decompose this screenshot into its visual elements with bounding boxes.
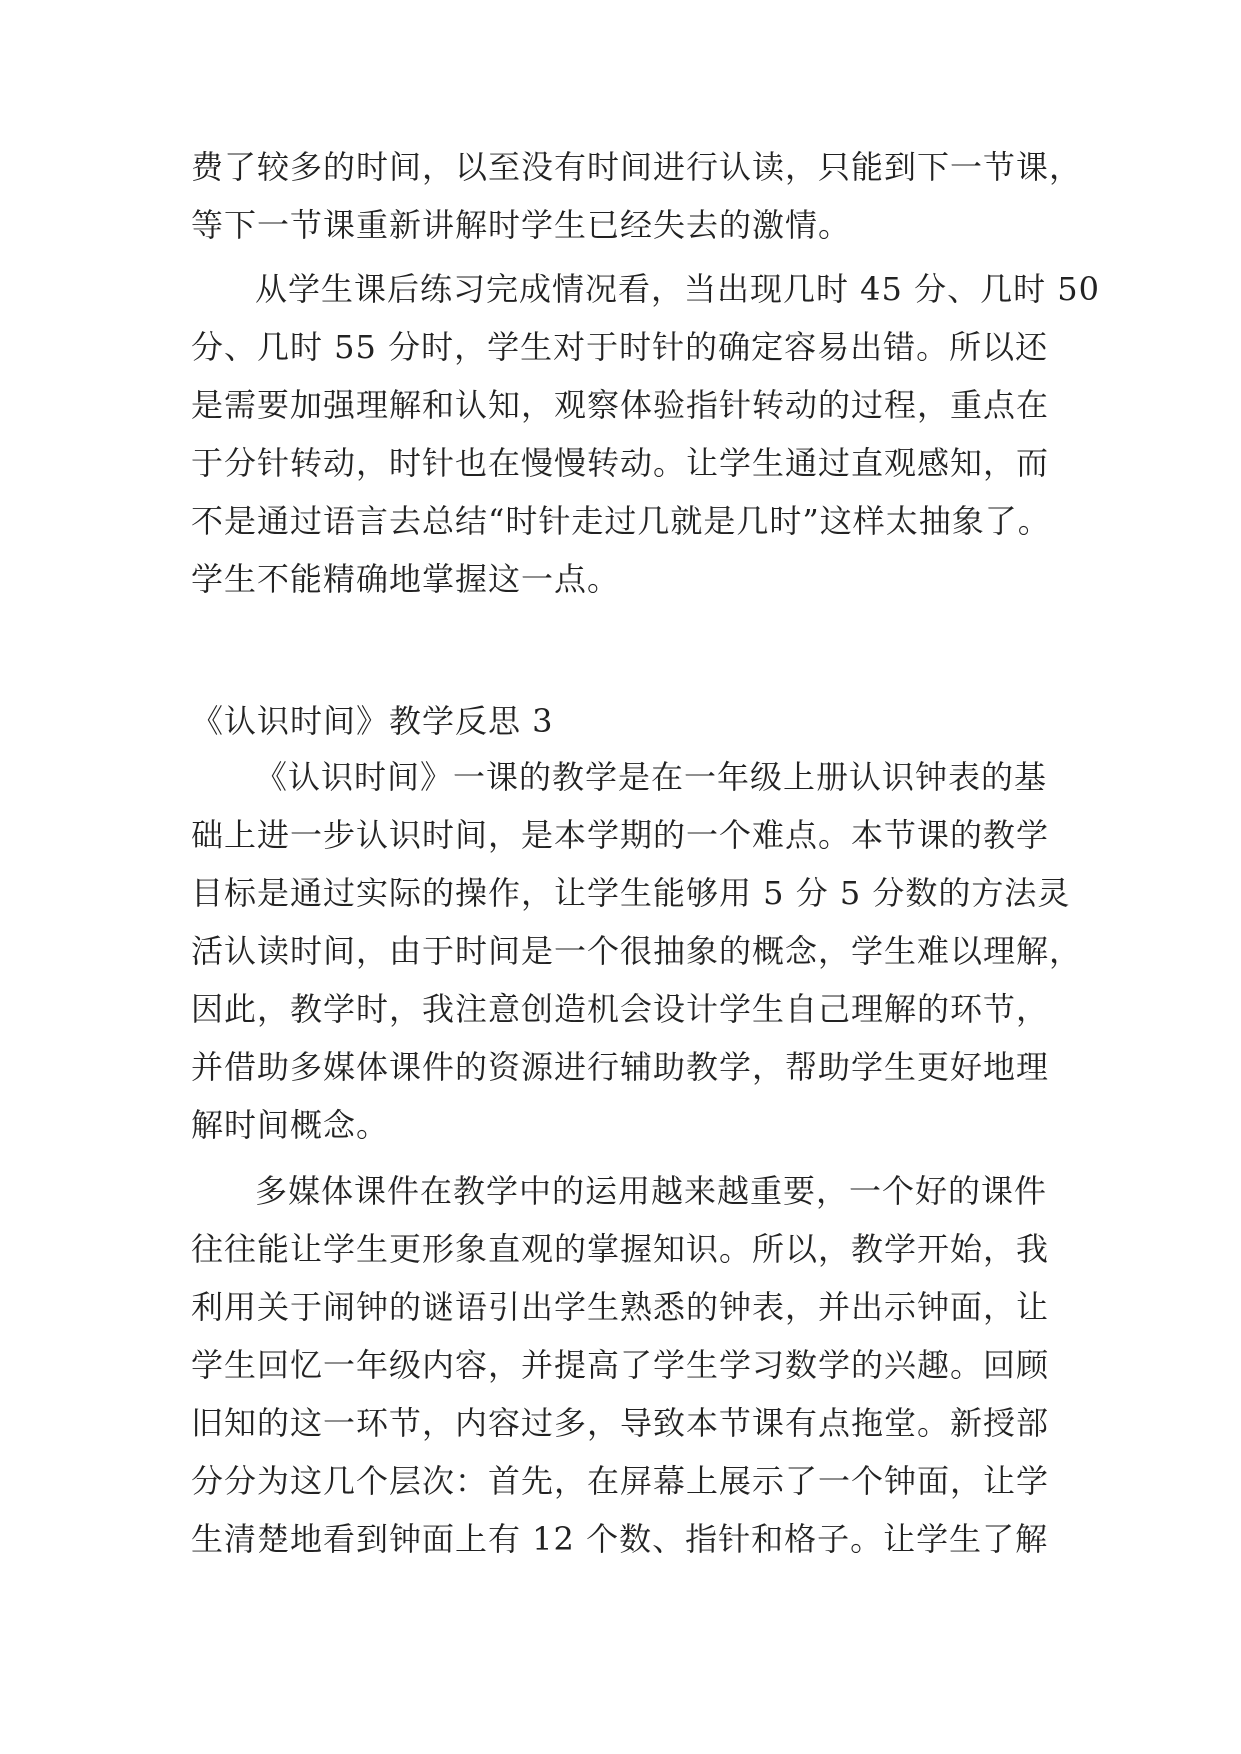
text-line: 往往能让学生更形象直观的掌握知识。所以，教学开始，我 bbox=[191, 1230, 1050, 1268]
text-line: 解时间概念。 bbox=[191, 1106, 390, 1144]
text-line: 因此，教学时，我注意创造机会设计学生自己理解的环节， bbox=[191, 990, 1050, 1028]
text-line: 《认识时间》一课的教学是在一年级上册认识钟表的基 bbox=[255, 758, 1048, 796]
text-line: 费了较多的时间，以至没有时间进行认读，只能到下一节课， bbox=[191, 148, 1083, 186]
text-line: 并借助多媒体课件的资源进行辅助教学，帮助学生更好地理 bbox=[191, 1048, 1050, 1086]
text-line: 旧知的这一环节，内容过多，导致本节课有点拖堂。新授部 bbox=[191, 1404, 1050, 1442]
paragraph-lesson-goal bbox=[191, 748, 1083, 1154]
text-line: 等下一节课重新讲解时学生已经失去的激情。 bbox=[191, 206, 852, 244]
paragraph-practice-observation bbox=[191, 260, 1100, 608]
text-line: 础上进一步认识时间，是本学期的一个难点。本节课的教学 bbox=[191, 816, 1050, 854]
text-line: 是需要加强理解和认知，观察体验指针转动的过程，重点在 bbox=[191, 386, 1050, 424]
text-line: 目标是通过实际的操作，让学生能够用 5 分 5 分数的方法灵 bbox=[191, 874, 1071, 912]
text-line: 利用关于闹钟的谜语引出学生熟悉的钟表，并出示钟面，让 bbox=[191, 1288, 1050, 1326]
text-line: 分分为这几个层次：首先，在屏幕上展示了一个钟面，让学 bbox=[191, 1462, 1050, 1500]
text-line: 从学生课后练习完成情况看，当出现几时 45 分、几时 50 bbox=[255, 270, 1100, 308]
paragraph-continuation bbox=[191, 138, 1083, 254]
text-line: 于分针转动，时针也在慢慢转动。让学生通过直观感知，而 bbox=[191, 444, 1050, 482]
text-line: 不是通过语言去总结“时针走过几就是几时”这样太抽象了。 bbox=[191, 502, 1051, 540]
text-line: 学生回忆一年级内容，并提高了学生学习数学的兴趣。回顾 bbox=[191, 1346, 1050, 1384]
text-line: 分、几时 55 分时，学生对于时针的确定容易出错。所以还 bbox=[191, 328, 1049, 366]
text-line: 生清楚地看到钟面上有 12 个数、指针和格子。让学生了解 bbox=[191, 1520, 1049, 1558]
section-heading: 《认识时间》教学反思 3 bbox=[191, 702, 554, 740]
text-line: 多媒体课件在教学中的运用越来越重要，一个好的课件 bbox=[255, 1172, 1048, 1210]
paragraph-multimedia bbox=[191, 1162, 1071, 1568]
text-line: 活认读时间，由于时间是一个很抽象的概念，学生难以理解， bbox=[191, 932, 1083, 970]
text-line: 学生不能精确地掌握这一点。 bbox=[191, 560, 621, 598]
